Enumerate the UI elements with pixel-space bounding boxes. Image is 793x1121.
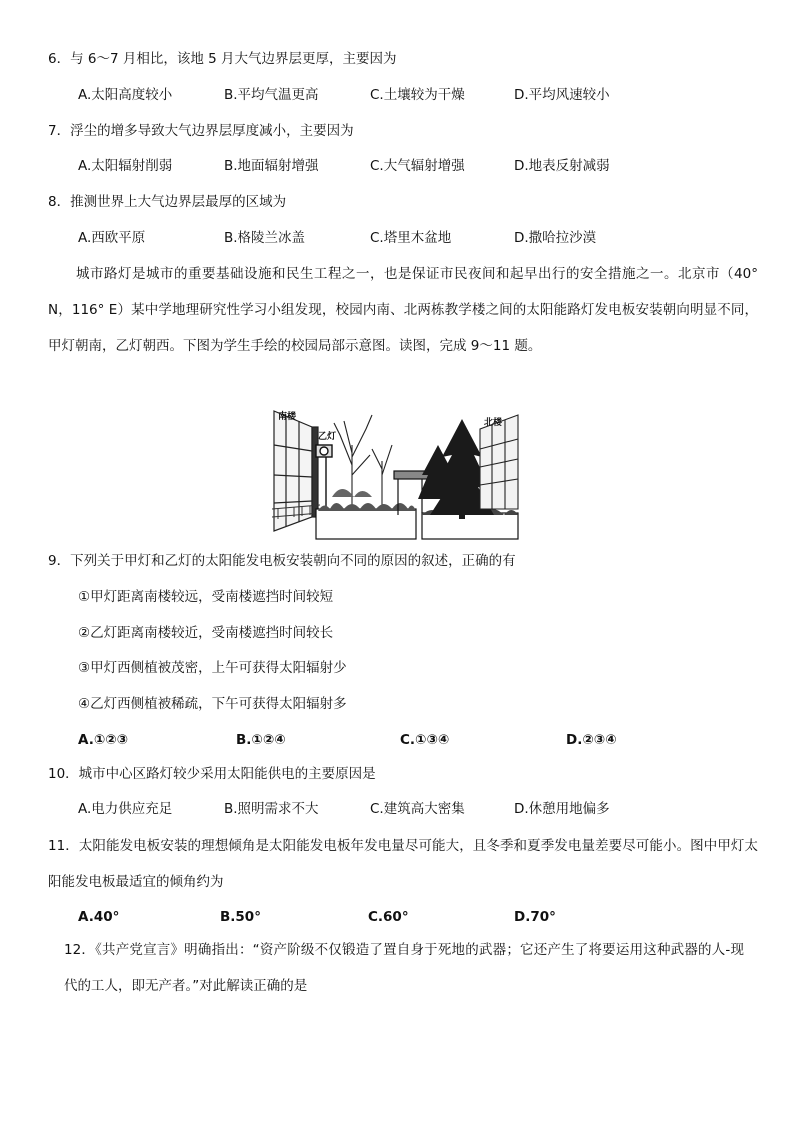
q7-option-b: B.地面辐射增强 <box>224 158 319 174</box>
q8-option-a: A.西欧平原 <box>78 230 146 246</box>
q8-option-c: C.塔里木盆地 <box>370 230 452 246</box>
q6-option-b: B.平均气温更高 <box>224 87 319 103</box>
q11-option-a: A.40° <box>78 909 120 925</box>
q8-option-d: D.撒哈拉沙漠 <box>514 230 597 246</box>
q7-option-c: C.大气辐射增强 <box>370 158 465 174</box>
q8-option-b: B.格陵兰冰盖 <box>224 230 306 246</box>
q6-option-c: C.土壤较为干燥 <box>370 87 465 103</box>
south-building-drawing <box>274 411 318 531</box>
question-8-stem: 8．推测世界上大气边界层最厚的区域为 <box>48 194 287 210</box>
q11-option-c: C.60° <box>368 909 409 925</box>
campus-sketch-figure <box>272 405 520 545</box>
question-10-stem: 10．城市中心区路灯较少采用太阳能供电的主要原因是 <box>48 766 376 782</box>
question-12-stem: 12．《共产党宣言》明确指出：“资产阶级不仅锻造了置自身于死地的武器；它还产生了将要运用这种武器的人-现代的工人，即无产者。”对此解读正确的是 <box>64 942 744 994</box>
north-building-drawing <box>480 415 518 509</box>
q11-option-d: D.70° <box>514 909 556 925</box>
q7-option-a: A.太阳辐射削弱 <box>78 158 173 174</box>
q9-statement-4: ④乙灯西侧植被稀疏，下午可获得太阳辐射多 <box>78 696 347 712</box>
q9-option-c: C.①③④ <box>400 732 450 748</box>
label-south-building: 南楼 <box>278 412 297 422</box>
q7-option-d: D.地表反射减弱 <box>514 158 610 174</box>
q6-option-d: D.平均风速较小 <box>514 87 610 103</box>
question-7-stem: 7．浮尘的增多导致大气边界层厚度减小，主要因为 <box>48 123 354 139</box>
q9-option-a: A.①②③ <box>78 732 129 748</box>
q11-option-b: B.50° <box>220 909 261 925</box>
reading-passage: 城市路灯是城市的重要基础设施和民生工程之一，也是保证市民夜间和起早出行的安全措施之一。北京市（40° N，116° E）某中学地理研究性学习小组发现，校园内南、北两栋教学楼之间的太阳能路灯发电板安装朝向明显不同，甲灯朝南，乙灯朝西。下图为学生手绘的校园局部示意图。读图，完成 9～11 题。 <box>48 266 758 354</box>
q9-statement-3: ③甲灯西侧植被茂密，上午可获得太阳辐射少 <box>78 660 347 676</box>
q9-statement-2: ②乙灯距离南楼较近，受南楼遮挡时间较长 <box>78 625 334 641</box>
q10-option-c: C.建筑高大密集 <box>370 801 465 817</box>
label-north-building: 北楼 <box>484 418 503 428</box>
q9-statement-1: ①甲灯距离南楼较远，受南楼遮挡时间较短 <box>78 589 334 605</box>
question-6-stem: 6．与 6～7 月相比，该地 5 月大气边界层更厚，主要因为 <box>48 51 397 67</box>
question-11-stem: 11．太阳能发电板安装的理想倾角是太阳能发电板年发电量尽可能大，且冬季和夏季发电量差要尽可能小。图中甲灯太阳能发电板最适宜的倾角约为 <box>48 838 758 890</box>
q10-option-a: A.电力供应充足 <box>78 801 173 817</box>
label-lamp-yi: 乙灯 <box>318 432 337 442</box>
q6-option-a: A.太阳高度较小 <box>78 87 173 103</box>
q9-option-b: B.①②④ <box>236 732 286 748</box>
q10-option-b: B.照明需求不大 <box>224 801 319 817</box>
q10-option-d: D.休憩用地偏多 <box>514 801 610 817</box>
question-9-stem: 9．下列关于甲灯和乙灯的太阳能发电板安装朝向不同的原因的叙述，正确的有 <box>48 553 516 569</box>
q9-option-d: D.②③④ <box>566 732 617 748</box>
